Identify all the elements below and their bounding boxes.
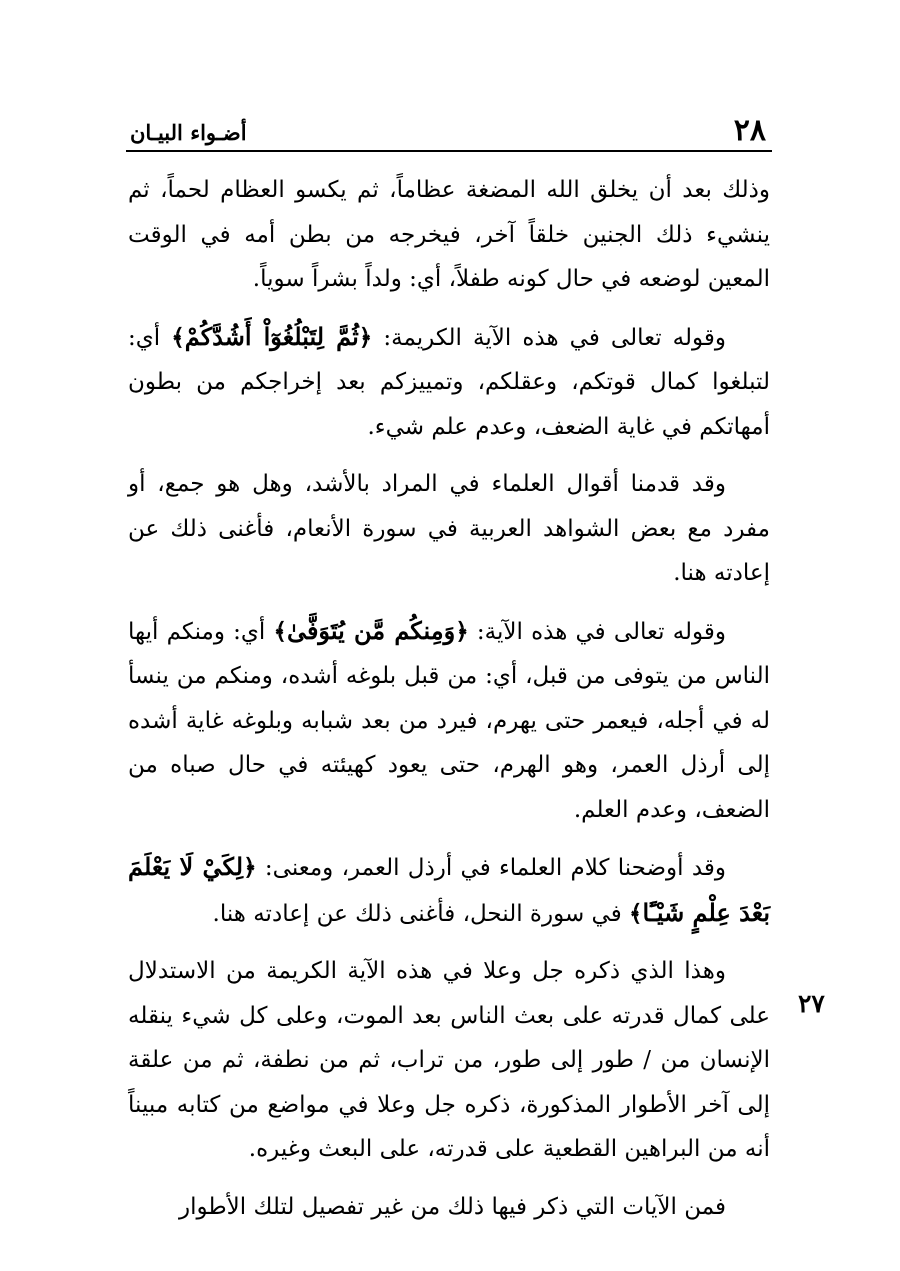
quran-verse: ثُمَّ لِتَبْلُغُوٓاْ أَشُدَّكُمْ: [184, 321, 359, 351]
verse-open-bracket: ﴿: [455, 617, 469, 645]
paragraph-4-intro: وقوله تعالى في هذه الآية:: [476, 618, 727, 645]
paragraph-6-before: وهذا الذي ذكره جل وعلا في هذه الآية الكريمة من الاستدلال على كمال قدرته على بعث الناس بعد الموت، وعلى كل شيء ينقله الإنسان من: [128, 958, 770, 1073]
page-header: [128, 112, 770, 152]
paragraph-7-text: فمن الآيات التي ذكر فيها ذلك من غير تفصيل لتلك الأطوار: [178, 1193, 726, 1220]
paragraph-5-intro: وقد أوضحنا كلام العلماء في أرذل العمر، ومعنى:: [264, 855, 727, 881]
verse-open-bracket: ﴿: [358, 323, 373, 351]
verse-close-bracket: ﴾: [629, 899, 643, 927]
paragraph-2: [128, 315, 770, 450]
header-rule: [126, 150, 772, 152]
paragraph-2-rest: أي: لتبلغوا كمال قوتكم، وعقلكم، وتمييزكم بعد إخراجكم من بطون أمهاتكم في غاية الضعف، وعدم علم شيء.: [128, 324, 770, 440]
body-text: [128, 168, 770, 1242]
paragraph-3-text: وقد قدمنا أقوال العلماء في المراد بالأشد، وهل هو جمع، أو مفرد مع بعض الشواهد العربية في سورة الأنعام، فأغنى ذلك عن إعادته هنا.: [128, 471, 770, 586]
paragraph-5-rest: في سورة النحل، فأغنى ذلك عن إعادته هنا.: [212, 900, 622, 927]
paragraph-3: [128, 462, 770, 596]
paragraph-4-rest: أي: ومنكم أيها الناس من يتوفى من قبل، أي: من قبل بلوغه أشده، ومنكم من ينسأ له في أجله، فيعمر حتى يهرم، فيرد من بعد شبابه وبلوغه غاية أشده إلى أرذل العمر، وهو الهرم، حتى يعود كهيئته في حال صباه من الضعف، وعدم العلم.: [128, 618, 770, 823]
running-title: أضـواء البيـان: [130, 120, 247, 145]
quran-verse: وَمِنكُم مَّن يُتَوَفَّىٰ: [286, 615, 456, 645]
verse-close-bracket: ﴾: [273, 617, 287, 645]
page-number: ٢٨: [733, 113, 766, 148]
original-page-marker: ٢٧: [798, 989, 825, 1018]
paragraph-4: [128, 609, 770, 833]
paragraph-1: [128, 168, 770, 302]
paragraph-6-after: طور إلى طور، من تراب، ثم من نطفة، ثم من علقة إلى آخر الأطوار المذكورة، ذكره جل وعلا في مواضع من كتابه مبيناً أنه من البراهين القطعية على قدرته، على البعث وغيره.: [128, 1047, 770, 1162]
verse-close-bracket: ﴾: [171, 323, 185, 351]
paragraph-7: [128, 1185, 770, 1230]
page-break-slash: /: [643, 1047, 652, 1073]
quran-verse: لِكَيْ لَا يَعْلَمَ بَعْدَ عِلْمٍ شَيْـًٔا: [128, 852, 770, 927]
paragraph-6: [128, 949, 770, 1172]
paragraph-1-text: وذلك بعد أن يخلق الله المضغة عظاماً، ثم يكسو العظام لحماً، ثم ينشيء ذلك الجنين خلقاً آخر، فيخرجه من بطن أمه في الوقت المعين لوضعه في حال كونه طفلاً، أي: ولداً بشراً سوياً.: [128, 177, 770, 292]
paragraph-2-intro: وقوله تعالى في هذه الآية الكريمة:: [383, 324, 727, 351]
verse-open-bracket: ﴿: [243, 854, 257, 881]
paragraph-5: [128, 845, 770, 936]
